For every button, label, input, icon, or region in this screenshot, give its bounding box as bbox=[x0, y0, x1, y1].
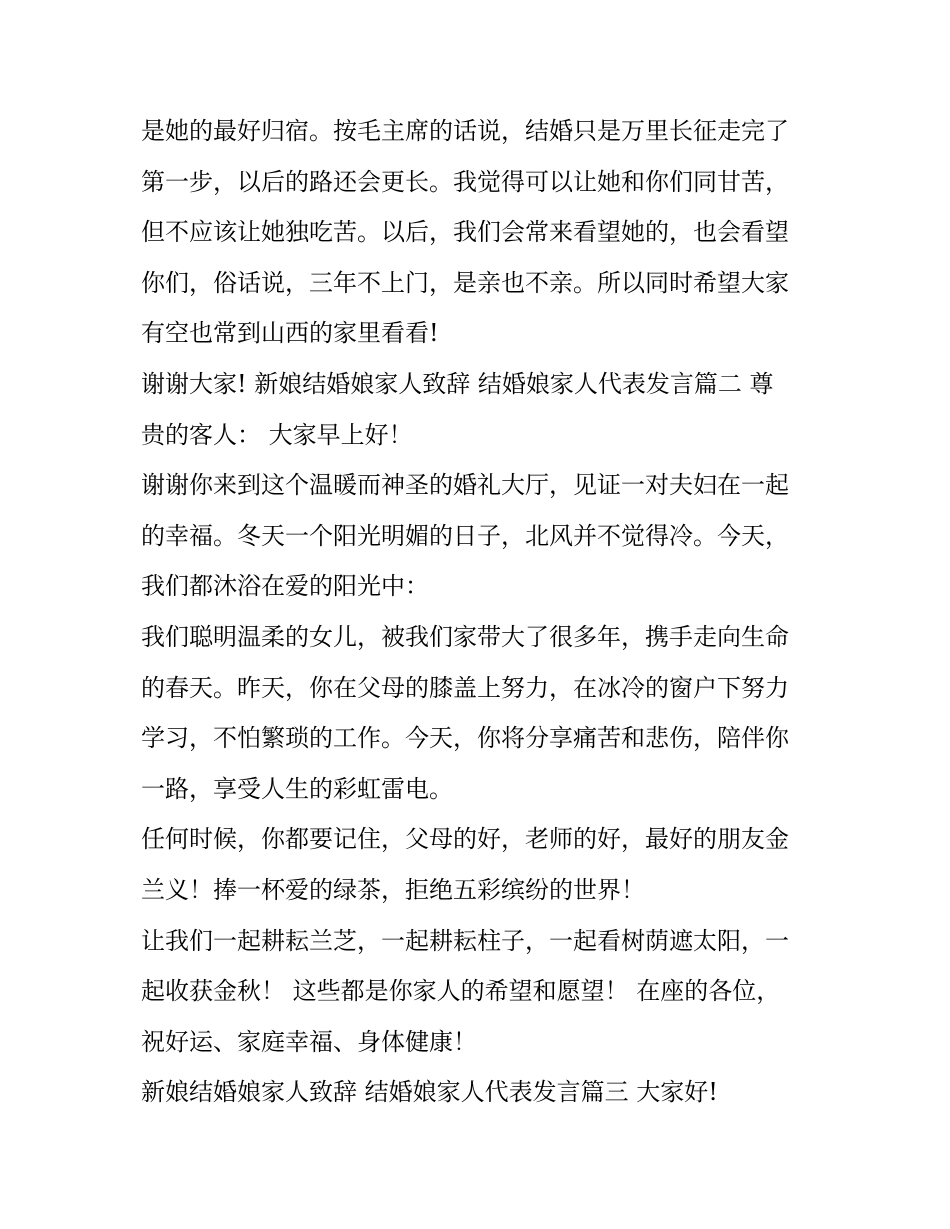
text-line: 我们聪明温柔的女儿，被我们家带大了很多年，携手走向生命 bbox=[141, 622, 789, 651]
text-line: 的春天。昨天，你在父母的膝盖上努力，在冰冷的窗户下努力 bbox=[141, 673, 789, 702]
text-line: 第一步，以后的路还会更长。我觉得可以让她和你们同甘苦， bbox=[141, 167, 789, 196]
text-line: 的幸福。冬天一个阳光明媚的日子，北风并不觉得冷。今天， bbox=[141, 521, 789, 550]
text-line: 谢谢大家! 新娘结婚娘家人致辞 结婚娘家人代表发言篇二 尊 bbox=[141, 369, 774, 398]
text-line: 兰义！捧一杯爱的绿茶，拒绝五彩缤纷的世界！ bbox=[141, 875, 645, 904]
text-line: 谢谢你来到这个温暖而神圣的婚礼大厅，见证一对夫妇在一起 bbox=[141, 471, 789, 500]
text-line: 让我们一起耕耘兰芝，一起耕耘柱子，一起看树荫遮太阳，一 bbox=[141, 926, 789, 955]
text-line: 有空也常到山西的家里看看! bbox=[141, 319, 439, 348]
text-line: 新娘结婚娘家人致辞 结婚娘家人代表发言篇三 大家好! bbox=[141, 1078, 718, 1107]
text-line: 你们，俗话说，三年不上门，是亲也不亲。所以同时希望大家 bbox=[141, 268, 789, 297]
text-line: 起收获金秋！ 这些都是你家人的希望和愿望！ 在座的各位， bbox=[141, 977, 781, 1006]
text-line: 任何时候，你都要记住，父母的好，老师的好，最好的朋友金 bbox=[141, 825, 789, 854]
text-line: 一路，享受人生的彩虹雷电。 bbox=[141, 774, 453, 803]
text-line: 贵的客人： 大家早上好！ bbox=[141, 420, 413, 449]
body-text bbox=[141, 106, 821, 1118]
text-line: 我们都沐浴在爱的阳光中： bbox=[141, 572, 429, 601]
text-line: 祝好运、家庭幸福、身体健康！ bbox=[141, 1027, 477, 1056]
text-line: 学习，不怕繁琐的工作。今天，你将分享痛苦和悲伤，陪伴你 bbox=[141, 724, 789, 753]
text-line: 但不应该让她独吃苦。以后，我们会常来看望她的，也会看望 bbox=[141, 218, 789, 247]
text-line: 是她的最好归宿。按毛主席的话说，结婚只是万里长征走完了 bbox=[141, 117, 789, 145]
